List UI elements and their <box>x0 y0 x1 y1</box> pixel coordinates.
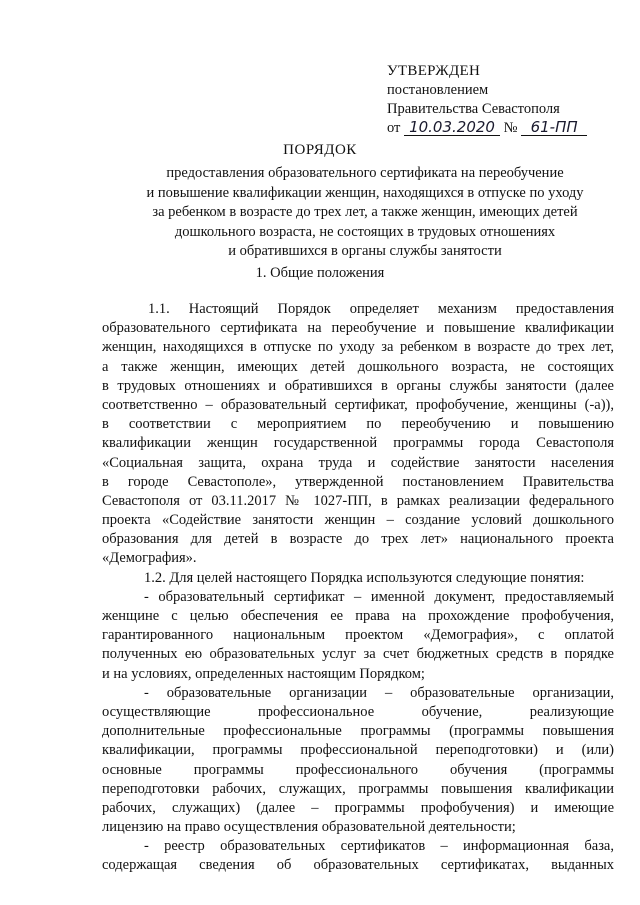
subtitle-line: и повышение квалификации женщин, находящихся в отпуске по уходу <box>146 184 584 201</box>
body-line: Севастополя от 03.11.2017 № 1027-ПП, в рамках реализации федерального <box>102 492 614 509</box>
subtitle-line: предоставления образовательного сертификата на переобучение <box>166 165 564 181</box>
body-line: дополнительные профессиональные программы (программы повышения <box>102 723 614 740</box>
approval-date-number <box>387 119 587 138</box>
body-line: в трудовых отношениях и обратившихся в органы службы занятости (далее <box>102 377 614 394</box>
body-line: в городе Севастополе», утвержденной постановлением Правительства <box>102 473 614 490</box>
body-line: гарантированного национальным проектом «Демография», с оплатой <box>102 627 614 644</box>
document-body <box>102 300 614 876</box>
body-line: соответственно – образовательный сертификат, профобучение, женщины (-а)), <box>102 396 614 413</box>
body-line: лицензию на право осуществления образовательной деятельности; <box>102 819 516 836</box>
number-prefix: № <box>503 120 518 136</box>
section-heading: 1. Общие положения <box>255 265 385 281</box>
body-line: «Демография». <box>102 550 197 567</box>
handwritten-number: 61-ПП <box>521 119 587 136</box>
handwritten-date: 10.03.2020 <box>404 119 500 136</box>
subtitle-line: и обратившихся в органы службы занятости <box>228 243 502 259</box>
approval-line-2: Правительства Севастополя <box>387 101 560 117</box>
document-title: ПОРЯДОК <box>283 142 357 158</box>
body-line: рабочих, служащих) (далее – программы профобучения) и имеющие <box>102 799 614 816</box>
date-prefix: от <box>387 120 401 136</box>
body-line: содержащая сведения об образовательных сертификатах, выданных <box>102 857 614 874</box>
body-line: «Социальная защита, охрана труда и содействие занятости населения <box>102 454 614 471</box>
subtitle-line: за ребенком в возрасте до трех лет, а также женщин, имеющих детей <box>152 204 578 220</box>
body-line: полученных ею образовательных услуг за счет бюджетных средств в порядке <box>102 646 614 663</box>
approval-heading: УТВЕРЖДЕН <box>387 63 481 79</box>
body-line: - образовательный сертификат – именной документ, предоставляемый <box>144 588 614 605</box>
body-line: - реестр образовательных сертификатов – информационная база, <box>144 838 614 855</box>
body-line: основные программы профессионального обучения (программы <box>102 761 614 778</box>
body-line: в соответствии с мероприятием по переобучению и повышению <box>102 416 614 433</box>
body-line: и на условиях, определенных настоящим Порядком; <box>102 665 425 682</box>
body-line: 1.2. Для целей настоящего Порядка используются следующие понятия: <box>144 569 585 586</box>
body-line: образовательного сертификата на переобучение и повышение квалификации <box>102 320 614 337</box>
body-line: - образовательные организации – образовательные организации, <box>144 684 614 701</box>
body-line: 1.1. Настоящий Порядок определяет механизм предоставления <box>148 301 614 317</box>
body-line: переподготовки рабочих, служащих, программы повышения квалификации <box>102 780 614 797</box>
body-line: квалификации, программы профессиональной переподготовки) и (или) <box>102 742 614 759</box>
approval-line-1: постановлением <box>387 82 489 98</box>
body-line: осуществляющие профессиональное обучение, реализующие <box>102 703 614 720</box>
body-line: женщине с целью обеспечения ее права на прохождение профобучения, <box>102 608 614 624</box>
body-line: а также женщин, имеющих детей дошкольного возраста, не состоящих <box>102 358 614 375</box>
body-line: квалификации женщин государственной программы города Севастополя <box>102 435 614 452</box>
body-line: проекта «Содействие занятости женщин – создание условий дошкольного <box>102 512 614 529</box>
body-line: образования для детей в возрасте до трех лет» национального проекта <box>102 531 614 548</box>
subtitle-line: дошкольного возраста, не состоящих в трудовых отношениях <box>174 223 556 240</box>
body-line: женщин, находящихся в отпуске по уходу за ребенком в возрасте до трех лет, <box>102 339 614 356</box>
document-subtitle <box>100 164 630 262</box>
approval-stamp <box>387 62 587 138</box>
